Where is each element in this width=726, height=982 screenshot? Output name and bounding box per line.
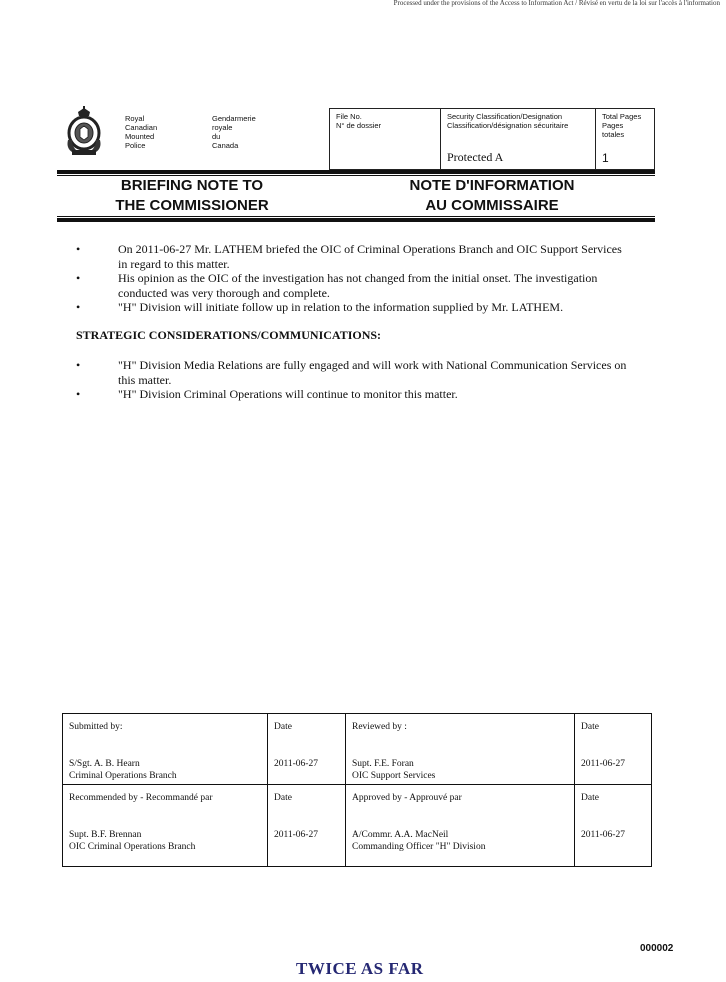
reviewed-date-cell: Date 2011-06-27 — [574, 714, 651, 784]
submitted-date-cell: Date 2011-06-27 — [267, 714, 346, 784]
approved-by-cell: Approved by - Approuvé par A/Commr. A.A. MacNeil Commanding Officer "H" Division — [345, 785, 575, 866]
title-rule-bottom-thin — [57, 216, 655, 217]
recommended-by-cell: Recommended by - Recommandé par Supt. B.F. Brennan OIC Criminal Operations Branch — [69, 793, 213, 852]
access-to-information-notice: Processed under the provisions of the Access to Information Act / Révisé en vertu de la loi sur l'accès à l'information — [393, 0, 720, 7]
title-french: NOTE D'INFORMATION AU COMMISSAIRE — [409, 177, 575, 214]
approved-date-cell: Date 2011-06-27 — [574, 785, 651, 866]
list-item: • "H" Division Criminal Operations will continue to monitor this matter. — [76, 387, 458, 401]
title-rule-bottom — [57, 218, 655, 222]
briefing-bullet-list — [70, 242, 630, 315]
signature-row-2 — [63, 785, 651, 866]
strategic-bullet-list — [70, 358, 630, 402]
list-item: • "H" Division will initiate follow up in relation to the information supplied by Mr. LATHEM. — [76, 300, 564, 314]
footer-logo-twice-as-far: TWICE AS FAR — [296, 959, 424, 978]
page-number: 000002 — [640, 943, 674, 954]
list-item: • "H" Division Media Relations are fully engaged and will work with National Communication Services on this matter. — [76, 358, 627, 387]
total-pages-cell: Total Pages Pages totales 1 — [595, 109, 654, 169]
submitted-by-cell: Submitted by: S/Sgt. A. B. Hearn Criminal Operations Branch — [69, 722, 177, 781]
title-rule-top — [57, 170, 655, 174]
signature-row-1 — [63, 714, 651, 785]
rcmp-crest-icon — [64, 106, 104, 156]
list-item: • On 2011-06-27 Mr. LATHEM briefed the OIC of Criminal Operations Branch and OIC Support Services in regard to this matter. — [76, 242, 622, 271]
organization-name-fr: Gendarmerie royale du Canada — [212, 114, 256, 150]
title-english: BRIEFING NOTE TO THE COMMISSIONER — [115, 177, 269, 214]
reviewed-by-cell: Reviewed by : Supt. F.E. Foran OIC Support Services — [345, 714, 575, 784]
security-classification-cell: Security Classification/Designation Classification/désignation sécuritaire Protected A — [440, 109, 596, 169]
signature-table — [62, 713, 652, 867]
total-pages-value: 1 — [602, 151, 609, 165]
organization-name-en: Royal Canadian Mounted Police — [125, 114, 158, 150]
file-info-table — [329, 108, 655, 170]
strategic-considerations-heading: STRATEGIC CONSIDERATIONS/COMMUNICATIONS: — [76, 328, 382, 342]
recommended-date-cell: Date 2011-06-27 — [267, 785, 346, 866]
list-item: • His opinion as the OIC of the investigation has not changed from the initial onset. The investigation conducted was very thorough and complete. — [76, 271, 598, 300]
security-classification-value: Protected A — [447, 150, 504, 164]
file-number-cell: File No. N° de dossier — [336, 112, 382, 130]
